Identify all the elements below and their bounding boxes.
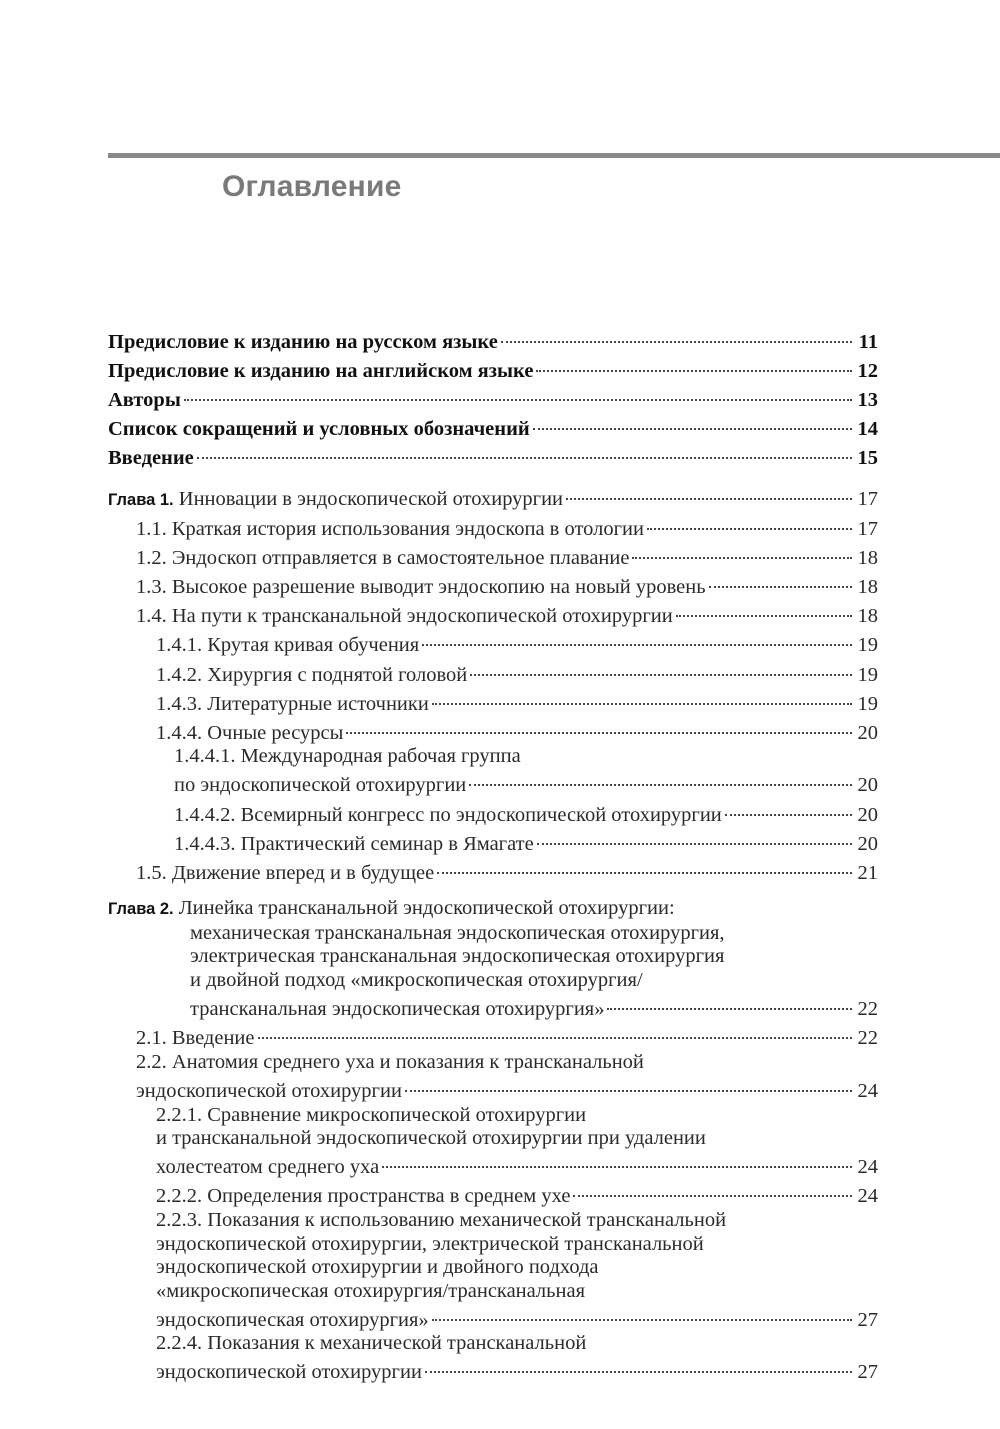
toc-entry-title: Инновации в эндоскопической отохирургии — [178, 487, 564, 510]
toc-entry-title-line: холестеатом среднего уха — [156, 1156, 380, 1179]
toc-entry-title-line: 2.2.3. Показания к использованию механической трансканальной — [156, 1208, 727, 1231]
toc-entry-title-line: эндоскопическая отохирургия» — [156, 1308, 429, 1331]
dot-leader — [346, 711, 852, 734]
toc-entry-title: Введение — [108, 446, 194, 469]
toc-page-number: 20 — [857, 803, 878, 826]
toc-entry-title-line: Линейка трансканальной эндоскопической отохирургии: — [178, 897, 675, 920]
toc-page-number: 11 — [858, 330, 878, 353]
toc-entry-chapter-2[interactable] — [108, 897, 878, 1021]
toc-entry-title: Предисловие к изданию на русском языке — [108, 330, 498, 353]
toc-entry-title: 1.4.4. Очные ресурсы — [156, 721, 344, 744]
toc-entry-title-line: 2.2.4. Показания к механической трансканальной — [156, 1332, 587, 1355]
toc-entry-title-line: трансканальная эндоскопическая отохирургия» — [190, 998, 605, 1021]
toc-page-number: 22 — [857, 1027, 878, 1050]
dot-leader — [725, 793, 852, 816]
page-title: Оглавление — [222, 170, 402, 203]
toc-entry-title: 1.3. Высокое разрешение выводит эндоскопию на новый уровень — [136, 576, 706, 599]
toc-page-number: 19 — [857, 692, 878, 715]
toc-entry-title: 1.5. Движение вперед и в будущее — [136, 861, 435, 884]
toc-entry-2-1[interactable] — [108, 1022, 878, 1051]
dot-leader — [437, 851, 852, 874]
dot-leader — [184, 378, 852, 401]
toc-entry-title-line: механическая трансканальная эндоскопическая отохирургия, — [190, 921, 725, 944]
toc-page-number: 20 — [857, 721, 878, 744]
dot-leader — [573, 1175, 852, 1198]
toc-page-number: 21 — [857, 861, 878, 884]
toc-entry-title: 2.2.2. Определения пространства в среднем ухе — [156, 1185, 571, 1208]
toc-entry-title-line: 1.4.4.1. Международная рабочая группа — [174, 745, 521, 768]
dot-leader — [425, 1351, 852, 1374]
toc-entry-title-line: «микроскопическая отохирургия/трансканальная — [156, 1279, 586, 1302]
toc-page-number: 17 — [857, 518, 878, 541]
toc-entry-title: 1.2. Эндоскоп отправляется в самостоятельное плавание — [136, 547, 630, 570]
dot-leader — [533, 407, 852, 430]
toc-page-number: 24 — [857, 1079, 878, 1102]
dot-leader — [632, 537, 852, 560]
dot-leader — [432, 682, 852, 705]
dot-leader — [676, 595, 852, 618]
toc-entry-title: 1.4.1. Крутая кривая обучения — [156, 634, 420, 657]
dot-leader — [647, 508, 852, 531]
toc-entry-title-line: эндоскопической отохирургии — [136, 1079, 402, 1102]
dot-leader — [469, 764, 852, 787]
toc-entry-title: 1.4.3. Литературные источники — [156, 692, 429, 715]
dot-leader — [607, 988, 852, 1011]
toc-entry-title: 1.4. На пути к трансканальной эндоскопической отохирургии — [136, 605, 673, 628]
toc-page-number: 24 — [857, 1185, 878, 1208]
toc-page-number: 18 — [857, 547, 878, 570]
toc-entry-2-2-3[interactable] — [108, 1209, 878, 1332]
toc-entry-title-line: электрическая трансканальная эндоскопическая отохирургия — [190, 945, 725, 968]
dot-leader — [536, 349, 852, 372]
toc-entry-title: 2.1. Введение — [136, 1027, 255, 1050]
toc-entry-title: Авторы — [108, 388, 181, 411]
toc-entry-title: 1.1. Краткая история использования эндоскопа в отологии — [136, 518, 644, 541]
dot-leader — [422, 624, 852, 647]
toc-entry-title: 1.4.2. Хирургия с поднятой головой — [156, 663, 468, 686]
dot-leader — [432, 1298, 852, 1321]
toc-page-number: 20 — [857, 832, 878, 855]
toc-entry-title-line: эндоскопической отохирургии — [156, 1361, 422, 1384]
toc-page-number: 24 — [857, 1156, 878, 1179]
toc-entry-title-line: 2.2. Анатомия среднего уха и показания к трансканальной — [136, 1050, 644, 1073]
toc-entry-1-4-4[interactable] — [108, 716, 878, 745]
toc-entry-introduction[interactable] — [108, 441, 878, 470]
chapter-label: Глава 1. — [108, 490, 174, 509]
dot-leader — [382, 1146, 852, 1169]
toc-page-number: 15 — [857, 446, 878, 469]
toc-entry-title-line: и трансканальной эндоскопической отохирургии при удалении — [156, 1127, 706, 1150]
toc-page-number: 18 — [857, 576, 878, 599]
toc-page-number: 18 — [857, 605, 878, 628]
toc-entry-title-line: эндоскопической отохирургии и двойного подхода — [156, 1256, 599, 1279]
toc-entry-2-2-1[interactable] — [108, 1104, 878, 1180]
toc-entry-title: 1.4.4.2. Всемирный конгресс по эндоскопической отохирургии — [174, 803, 722, 826]
toc-page-number: 27 — [857, 1361, 878, 1384]
toc-entry-title: Предисловие к изданию на английском языке — [108, 359, 534, 382]
toc-entry-title: 1.4.4.3. Практический семинар в Ямагате — [174, 832, 534, 855]
toc-page-number: 13 — [857, 388, 878, 411]
toc-entry-1-4-4-1[interactable] — [108, 745, 878, 798]
dot-leader — [709, 566, 852, 589]
dot-leader — [258, 1017, 852, 1040]
toc-page-number: 12 — [857, 359, 878, 382]
toc-page-number: 14 — [857, 417, 878, 440]
toc-page-number: 17 — [857, 487, 878, 510]
toc-page-number: 19 — [857, 634, 878, 657]
table-of-contents — [108, 325, 878, 1385]
toc-page-number: 19 — [857, 663, 878, 686]
dot-leader — [537, 822, 852, 845]
toc-entry-1-5[interactable] — [108, 856, 878, 885]
toc-page-number: 22 — [857, 998, 878, 1021]
chapter-label: Глава 2. — [108, 900, 174, 919]
dot-leader — [566, 477, 852, 500]
toc-entry-title-line: эндоскопической отохирургии, электрической трансканальной — [156, 1232, 704, 1255]
toc-entry-title-line: 2.2.1. Сравнение микроскопической отохирургии — [156, 1103, 587, 1126]
dot-leader — [197, 436, 852, 459]
toc-page-number: 27 — [857, 1308, 878, 1331]
toc-entry-2-2-4[interactable] — [108, 1332, 878, 1385]
toc-entry-2-2[interactable] — [108, 1051, 878, 1104]
header-rule — [108, 153, 1000, 158]
toc-page-number: 20 — [857, 774, 878, 797]
dot-leader — [405, 1069, 852, 1092]
dot-leader — [470, 653, 852, 676]
toc-entry-title: Список сокращений и условных обозначений — [108, 417, 530, 440]
dot-leader — [501, 320, 852, 343]
toc-entry-2-2-2[interactable] — [108, 1180, 878, 1209]
toc-entry-title-line: по эндоскопической отохирургии — [174, 774, 467, 797]
toc-entry-title-line: и двойной подход «микроскопическая отохирургия/ — [190, 969, 643, 992]
